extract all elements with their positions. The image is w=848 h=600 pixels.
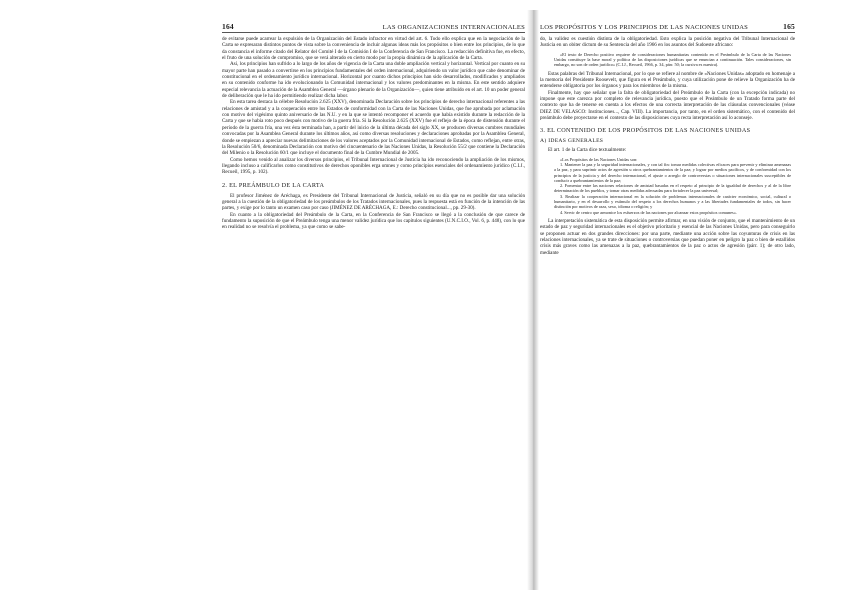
right-paragraph-3: Finalmente, hay que señalar que la falta de obligatoriedad del Preámbulo de la Carta (con la excepción indicada) no impone que este carezca por completo de relevancia jurídica, puesto que el Preámbulo de un Tratado forma parte del contexto que ha de tenerse en cuenta a los efectos de una correcta interpretación de las cláusulas convencionales (véase DIEZ DE VELASCO: Instituciones..., Cap. VIII). La importancia, por tanto, en el orden sistemático, con el contenido del preámbulo debe proyectarse en el contexto de las disposiciones cuya recta interpretación así lo aconseje. [540, 89, 795, 121]
book-gutter [527, 10, 539, 590]
right-paragraph-bottom: La interpretación sistemática de esta disposición permite afirmar, en una visión de conjunto, que el mantenimiento de un estado de paz y seguridad internacionales es el objetivo prioritario y esencial de las Naciones Unidas, pero para conseguirlo se proponen actuar en dos grandes direcciones: por una parte, mediante una acción sobre las coyunturas de crisis en las relaciones internacionales, ya se trate de situaciones o controversias que puedan poner en peligro la paz o bien de estallidos crisis más graves como las amenazas a la paz, quebrantamientos de la paz o actos de agresión (párr. 1); de otro lado, mediante [540, 217, 795, 256]
article-1-line: «Los Propósitos de las Naciones Unidas son: [560, 156, 638, 162]
article-intro-line: El art. 1 de la Carta dice textualmente: [548, 147, 627, 154]
right-paragraph-2: Estas palabras del Tribunal Internacional, por lo que se refiere al nombre de «Naciones Unidas» adoptado en homenaje a la memoria del Presidente Roosevelt, que figura en el Preámbulo, y cuya utilización pone de relieve la Organización ha de entenderse obligatoria por los órganos y para los miembros de la misma. [540, 70, 795, 90]
block-quote-article-1 [554, 157, 791, 215]
left-running-title: LAS ORGANIZACIONES INTERNACIONALES [382, 24, 525, 31]
left-page-number: 164 [222, 22, 234, 31]
left-section-heading: 2. EL PREÁMBULO DE LA CARTA [222, 181, 325, 189]
quote-icj-text: «El texto de Derecho positivo requiere de consideraciones humanitarias contenido en el Preámbulo de la Carta de las Naciones Unidas constituye la base moral y política de las disposiciones jurídicas que se enuncian a continuación. Tales consideraciones, sin embargo, no son de orden jurídico» (C.I.J., Recueil, 1966, p. 34, párr. 50; la cursiva es nuestra). [554, 51, 791, 68]
left-page [222, 22, 525, 562]
article-1-item: 1. Mantener la paz y la seguridad internacionales, y con tal fin: tomar medidas colectivas eficaces para prevenir y eliminar amenazas a la paz, y para suprimir actos de agresión u otros quebrantamientos de la paz; y lograr por medios pacíficos, y de conformidad con los principios de la justicia y del derecho internacional, el ajuste o arreglo de controversias o situaciones internacionales susceptibles de conducir a quebrantamientos de la paz; [554, 161, 791, 183]
article-1-item: 4. Servir de centro que armonice los esfuerzos de las naciones por alcanzar estos propósitos comunes». [560, 209, 737, 215]
right-paragraph-1: do, la validez es cuestión distinta de la obligatoriedad. Esto explica la posición negativa del Tribunal Internacional de Justicia en un obiter dictum de su Sentencia del año 1966 en los asuntos del Sudoeste africano: [540, 36, 795, 49]
right-running-title: LOS PROPÓSITOS Y LOS PRINCIPIOS DE LAS NACIONES UNIDAS [540, 24, 749, 31]
left-paragraph-3: En esta tarea destaca la célebre Resolución 2.625 (XXV), denominada Declaración sobre los principios de derecho internacional referentes a las relaciones de amistad y a la cooperación entre los Estados de conformidad con la Carta de las Naciones Unidas, que fue aprobada por aclamación con motivo del vigésimo quinto aniversario de las N.U. y en la que se intentó recomponer el acuerdo que había existido durante la redacción de la Carta y que se había roto poco después con motivo de la guerra fría. Si la Resolución 2.625 (XXV) fue el reflejo de la época de distensión durante el período de la guerra fría, una vez ésta terminada han, a partir del inicio de la última década del siglo XX, se producen diversas cumbres mundiales convocadas por la Asamblea General durante los últimos años, así como diversas resoluciones y declaraciones aprobadas por la Asamblea General, donde se empiezan a apreciar nuevas delimitaciones de los valores aceptados por la Comunidad internacional de Estados, como reflejan, entre otras, la Resolución 50/6, denominada Declaración con motivo del cincuentenario de las Naciones Unidas, la Resolución 55/2 que contiene la Declaración del Milenio o la Resolución 60/1 que incluye el documento final de la Cumbre Mundial de 2005. [222, 99, 525, 157]
left-paragraph-1: de evitarse puede acarrear la expulsión de la Organización del Estado infractor en virtud del art. 6. Todo ello explica que en la negociación de la Carta se expresaran distintos puntos de vista sobre la conveniencia de incluir algunas ideas más los propósitos o bien entre los principios, de lo que da constancia el informe citado del Relator del Comité I de la Comisión I de la Conferencia de San Francisco. La redacción definitiva fue, en efecto, el fruto de una solución de compromiso, que se verá alterado en cierto modo por la propia dinámica de la aplicación de la Carta. [222, 36, 525, 62]
left-paragraph-2: Así, los principios han sufrido a lo largo de los años de vigencia de la Carta una doble ampliación vertical y horizontal. Vertical por cuanto en su mayor parte han pasado a convertirse en los principios fundamentales del orden internacional, adquiriendo un valor jurídico que cabe denominar de constitucional en el ordenamiento jurídico internacional. Horizontal por cuanto dichos principios han sido desarrollados, modificados y ampliados en su contenido conforme ha ido evolucionando la Comunidad internacional y los valores predominantes en la misma. En este sentido adquiere especial relevancia la actuación de la Asamblea General —órgano plenario de la Organización—, quien tiene atribuido en el art. 10 un poder general de deliberación que le ha ido permitiendo realizar dicha labor. [222, 61, 525, 100]
left-running-head [222, 22, 525, 33]
article-1-item: 3. Realizar la cooperación internacional en la solución de problemas internacionales de carácter económico, social, cultural o humanitario, y en el desarrollo y estímulo del respeto a los derechos humanos y a las libertades fundamentales de todos, sin hacer distinción por motivos de raza, sexo, idioma o religión; y [554, 193, 791, 210]
left-section-paragraph-2: En cuanto a la obligatoriedad del Preámbulo de la Carta, en la Conferencia de San Francisco se llegó a la conclusión de que carece de fundamento la suposición de que el Preámbulo tenga una menor validez jurídica que los capítulos siguientes (U.N.C.I.O., Vol. 6, p. 448), con lo que en realidad no se resolvía el problema, ya que como se sabe- [222, 211, 525, 231]
article-1-item: 2. Fomentar entre las naciones relaciones de amistad basadas en el respeto al principio de la igualdad de derechos y al de la libre determinación de los pueblos, y tomar otras medidas adecuadas para fortalecer la paz universal; [554, 183, 791, 194]
left-section-paragraph-1: El profesor Jiménez de Aréchaga, ex Presidente del Tribunal Internacional de Justicia, señaló en su día que no es posible dar una solución general a la cuestión de la obligatoriedad de los preámbulos de los Tratados internacionales, pues la respuesta está en función de la intención de las partes, y exige por lo tanto un examen caso por caso (JIMÉNEZ DE ARÉCHAGA, E.: Derecho constitucional..., pp. 29-30). [222, 192, 525, 212]
right-section-heading: 3. EL CONTENIDO DE LOS PROPÓSITOS DE LAS NACIONES UNIDAS [540, 127, 751, 135]
right-page [540, 22, 795, 562]
right-running-head [540, 22, 795, 33]
block-quote-icj [554, 52, 791, 68]
left-paragraph-4: Como hemos venido al analizar los diversos principios, el Tribunal Internacional de Justicia ha ido reconociendo la ampliación de los mismos, llegando incluso a calificarlos como constitutivos de derechos oponibles erga omnes y como principios esenciales del ordenamiento jurídico (C.I.J., Recueil, 1995, p. 102). [222, 156, 525, 176]
right-subsection-heading: A) IDEAS GENERALES [540, 138, 604, 145]
right-page-number: 165 [783, 22, 795, 31]
